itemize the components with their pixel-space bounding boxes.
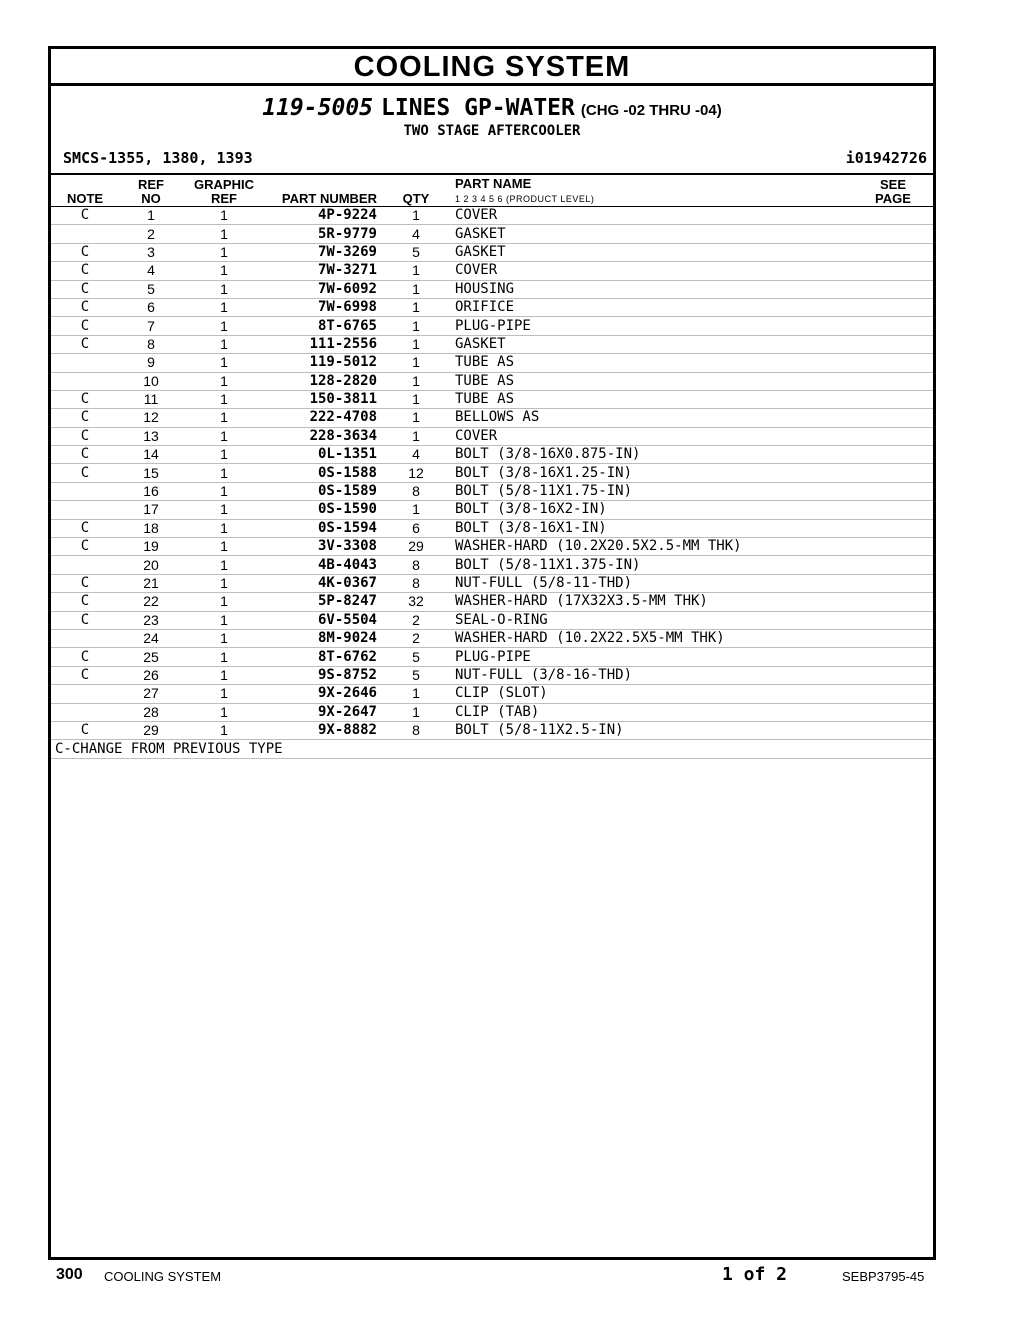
table-row [51, 446, 933, 464]
qty-cell: 2 [381, 629, 451, 647]
table-row [51, 685, 933, 703]
part-number-cell: 3V-3308 [265, 538, 381, 556]
qty-cell: 8 [381, 574, 451, 592]
part-name-cell: BELLOWS AS [451, 409, 853, 427]
part-number-cell: 9X-8882 [265, 721, 381, 739]
table-row [51, 519, 933, 537]
ref-cell: 21 [119, 574, 183, 592]
see-page-cell [853, 298, 933, 316]
col-part-name-header: PART NAME 1 2 3 4 5 6 (PRODUCT LEVEL) [451, 175, 853, 207]
qty-cell: 1 [381, 501, 451, 519]
table-row [51, 482, 933, 500]
part-number-cell: 0S-1589 [265, 482, 381, 500]
illustration-id: i01942726 [845, 149, 927, 167]
graphic-ref-cell: 1 [183, 207, 265, 225]
part-name-cell: TUBE AS [451, 354, 853, 372]
qty-cell: 1 [381, 354, 451, 372]
part-name-cell: GASKET [451, 225, 853, 243]
note-cell [51, 482, 119, 500]
table-row [51, 611, 933, 629]
graphic-ref-cell: 1 [183, 574, 265, 592]
ref-cell: 4 [119, 262, 183, 280]
note-cell: C [51, 574, 119, 592]
graphic-ref-cell: 1 [183, 243, 265, 261]
see-page-cell [853, 409, 933, 427]
part-number-cell: 0L-1351 [265, 446, 381, 464]
part-name-cell: BOLT (5/8-11X2.5-IN) [451, 721, 853, 739]
part-name-cell: BOLT (3/8-16X1-IN) [451, 519, 853, 537]
table-row [51, 538, 933, 556]
part-name-cell: SEAL-O-RING [451, 611, 853, 629]
graphic-ref-cell: 1 [183, 629, 265, 647]
see-page-cell [853, 685, 933, 703]
ref-cell: 13 [119, 427, 183, 445]
ref-cell: 29 [119, 721, 183, 739]
ref-cell: 11 [119, 390, 183, 408]
graphic-ref-cell: 1 [183, 611, 265, 629]
graphic-ref-cell: 1 [183, 556, 265, 574]
table-row [51, 703, 933, 721]
part-number-cell: 4P-9224 [265, 207, 381, 225]
table-row [51, 207, 933, 225]
note-cell [51, 354, 119, 372]
table-row [51, 317, 933, 335]
see-page-cell [853, 464, 933, 482]
qty-cell: 1 [381, 409, 451, 427]
see-page-cell [853, 574, 933, 592]
ref-cell: 5 [119, 280, 183, 298]
part-number-cell: 222-4708 [265, 409, 381, 427]
group-subtitle: TWO STAGE AFTERCOOLER [403, 123, 581, 139]
col-qty-header: QTY [381, 175, 451, 207]
part-number-cell: 9X-2647 [265, 703, 381, 721]
part-name-cell: BOLT (3/8-16X0.875-IN) [451, 446, 853, 464]
ref-cell: 10 [119, 372, 183, 390]
footnote: C-CHANGE FROM PREVIOUS TYPE [51, 740, 933, 758]
note-cell: C [51, 262, 119, 280]
see-page-cell [853, 243, 933, 261]
part-name-cell: ORIFICE [451, 298, 853, 316]
part-name-cell: COVER [451, 427, 853, 445]
group-number: 119-5005 [262, 95, 374, 121]
part-name-cell: CLIP (TAB) [451, 703, 853, 721]
part-number-cell: 7W-3269 [265, 243, 381, 261]
ref-cell: 12 [119, 409, 183, 427]
table-row [51, 335, 933, 353]
part-number-cell: 4B-4043 [265, 556, 381, 574]
qty-cell: 1 [381, 703, 451, 721]
note-cell: C [51, 298, 119, 316]
group-name: LINES GP-WATER [381, 95, 575, 121]
part-number-cell: 5P-8247 [265, 593, 381, 611]
ref-cell: 25 [119, 648, 183, 666]
table-row [51, 354, 933, 372]
table-row [51, 648, 933, 666]
see-page-cell [853, 629, 933, 647]
graphic-ref-cell: 1 [183, 593, 265, 611]
table-row [51, 556, 933, 574]
graphic-ref-cell: 1 [183, 298, 265, 316]
part-name-cell: WASHER-HARD (17X32X3.5-MM THK) [451, 593, 853, 611]
see-page-cell [853, 703, 933, 721]
note-cell: C [51, 390, 119, 408]
qty-cell: 1 [381, 280, 451, 298]
table-row [51, 593, 933, 611]
qty-cell: 8 [381, 482, 451, 500]
parts-table [51, 175, 933, 759]
part-name-cell: TUBE AS [451, 390, 853, 408]
ref-cell: 20 [119, 556, 183, 574]
note-cell: C [51, 280, 119, 298]
part-number-cell: 8T-6765 [265, 317, 381, 335]
part-number-cell: 9X-2646 [265, 685, 381, 703]
see-page-cell [853, 335, 933, 353]
see-page-cell [853, 390, 933, 408]
see-page-cell [853, 721, 933, 739]
part-name-cell: PLUG-PIPE [451, 317, 853, 335]
qty-cell: 1 [381, 685, 451, 703]
note-cell [51, 685, 119, 703]
see-page-cell [853, 427, 933, 445]
ref-cell: 8 [119, 335, 183, 353]
parts-body [51, 207, 933, 740]
graphic-ref-cell: 1 [183, 390, 265, 408]
table-row [51, 721, 933, 739]
table-row [51, 666, 933, 684]
graphic-ref-cell: 1 [183, 427, 265, 445]
part-number-cell: 9S-8752 [265, 666, 381, 684]
part-name-cell: GASKET [451, 243, 853, 261]
part-number-cell: 4K-0367 [265, 574, 381, 592]
part-number-cell: 228-3634 [265, 427, 381, 445]
table-row [51, 372, 933, 390]
product-levels: 1 2 3 4 5 6 (PRODUCT LEVEL) [455, 194, 595, 204]
table-row [51, 243, 933, 261]
ref-cell: 3 [119, 243, 183, 261]
table-row [51, 409, 933, 427]
graphic-ref-cell: 1 [183, 703, 265, 721]
table-row [51, 280, 933, 298]
graphic-ref-cell: 1 [183, 666, 265, 684]
see-page-cell [853, 648, 933, 666]
qty-cell: 1 [381, 207, 451, 225]
see-page-cell [853, 538, 933, 556]
note-cell: C [51, 243, 119, 261]
graphic-ref-cell: 1 [183, 519, 265, 537]
graphic-ref-cell: 1 [183, 409, 265, 427]
ref-cell: 16 [119, 482, 183, 500]
note-cell [51, 556, 119, 574]
ref-cell: 15 [119, 464, 183, 482]
page-number: 300 [56, 1266, 83, 1283]
part-name-cell: COVER [451, 207, 853, 225]
smcs-row [51, 149, 933, 169]
table-row [51, 629, 933, 647]
note-cell: C [51, 464, 119, 482]
note-cell: C [51, 538, 119, 556]
part-number-cell: 7W-3271 [265, 262, 381, 280]
qty-cell: 1 [381, 335, 451, 353]
see-page-cell [853, 207, 933, 225]
page-frame [48, 46, 936, 1260]
page-footer [0, 1262, 1020, 1286]
part-name-cell: TUBE AS [451, 372, 853, 390]
graphic-ref-cell: 1 [183, 262, 265, 280]
note-cell: C [51, 611, 119, 629]
publication-number: SEBP3795-45 [842, 1269, 925, 1284]
col-note-header: NOTE [51, 175, 119, 207]
part-name-cell: PLUG-PIPE [451, 648, 853, 666]
footnote-row [51, 740, 933, 758]
ref-cell: 22 [119, 593, 183, 611]
ref-cell: 19 [119, 538, 183, 556]
section-title: COOLING SYSTEM [51, 49, 933, 86]
part-number-cell: 111-2556 [265, 335, 381, 353]
part-number-cell: 150-3811 [265, 390, 381, 408]
note-cell [51, 372, 119, 390]
note-cell [51, 703, 119, 721]
part-number-cell: 128-2820 [265, 372, 381, 390]
graphic-ref-cell: 1 [183, 482, 265, 500]
table-row [51, 225, 933, 243]
ref-cell: 18 [119, 519, 183, 537]
part-name-cell: GASKET [451, 335, 853, 353]
note-cell: C [51, 207, 119, 225]
note-cell: C [51, 666, 119, 684]
see-page-cell [853, 372, 933, 390]
part-number-cell: 0S-1590 [265, 501, 381, 519]
ref-cell: 14 [119, 446, 183, 464]
part-number-cell: 0S-1588 [265, 464, 381, 482]
part-name-cell: WASHER-HARD (10.2X22.5X5-MM THK) [451, 629, 853, 647]
see-page-cell [853, 482, 933, 500]
graphic-ref-cell: 1 [183, 372, 265, 390]
see-page-cell [853, 556, 933, 574]
see-page-cell [853, 317, 933, 335]
see-page-cell [853, 593, 933, 611]
graphic-ref-cell: 1 [183, 354, 265, 372]
see-page-cell [853, 280, 933, 298]
note-cell: C [51, 721, 119, 739]
part-name-cell: WASHER-HARD (10.2X20.5X2.5-MM THK) [451, 538, 853, 556]
table-header-row [51, 175, 933, 207]
table-row [51, 574, 933, 592]
note-cell: C [51, 335, 119, 353]
part-number-cell: 8T-6762 [265, 648, 381, 666]
qty-cell: 1 [381, 390, 451, 408]
col-graphic-header: GRAPHIC REF [183, 175, 265, 207]
part-name-cell: BOLT (5/8-11X1.375-IN) [451, 556, 853, 574]
see-page-cell [853, 519, 933, 537]
note-cell [51, 629, 119, 647]
ref-cell: 27 [119, 685, 183, 703]
table-row [51, 262, 933, 280]
part-name-cell: NUT-FULL (5/8-11-THD) [451, 574, 853, 592]
table-row [51, 501, 933, 519]
note-cell [51, 501, 119, 519]
table-row [51, 427, 933, 445]
see-page-cell [853, 666, 933, 684]
part-name-cell: NUT-FULL (3/8-16-THD) [451, 666, 853, 684]
qty-cell: 5 [381, 243, 451, 261]
page-of: 1 of 2 [722, 1264, 788, 1285]
table-row [51, 390, 933, 408]
part-name-cell: BOLT (5/8-11X1.75-IN) [451, 482, 853, 500]
qty-cell: 5 [381, 648, 451, 666]
qty-cell: 4 [381, 225, 451, 243]
note-cell: C [51, 648, 119, 666]
ref-cell: 9 [119, 354, 183, 372]
part-name-cell: COVER [451, 262, 853, 280]
graphic-ref-cell: 1 [183, 721, 265, 739]
qty-cell: 32 [381, 593, 451, 611]
graphic-ref-cell: 1 [183, 538, 265, 556]
graphic-ref-cell: 1 [183, 446, 265, 464]
qty-cell: 2 [381, 611, 451, 629]
graphic-ref-cell: 1 [183, 648, 265, 666]
see-page-cell [853, 501, 933, 519]
change-range: (CHG -02 THRU -04) [580, 102, 722, 119]
note-cell [51, 225, 119, 243]
ref-cell: 1 [119, 207, 183, 225]
part-number-cell: 0S-1594 [265, 519, 381, 537]
ref-cell: 23 [119, 611, 183, 629]
ref-cell: 6 [119, 298, 183, 316]
part-number-cell: 119-5012 [265, 354, 381, 372]
note-cell: C [51, 446, 119, 464]
ref-cell: 2 [119, 225, 183, 243]
graphic-ref-cell: 1 [183, 501, 265, 519]
qty-cell: 8 [381, 556, 451, 574]
see-page-cell [853, 611, 933, 629]
col-part-number-header: PART NUMBER [265, 175, 381, 207]
part-number-cell: 7W-6092 [265, 280, 381, 298]
note-cell: C [51, 409, 119, 427]
qty-cell: 1 [381, 262, 451, 280]
qty-cell: 4 [381, 446, 451, 464]
part-number-cell: 6V-5504 [265, 611, 381, 629]
graphic-ref-cell: 1 [183, 685, 265, 703]
smcs-codes: SMCS-1355, 1380, 1393 [63, 149, 253, 167]
part-name-cell: CLIP (SLOT) [451, 685, 853, 703]
note-cell: C [51, 593, 119, 611]
see-page-cell [853, 446, 933, 464]
part-name-cell: BOLT (3/8-16X2-IN) [451, 501, 853, 519]
graphic-ref-cell: 1 [183, 225, 265, 243]
table-row [51, 298, 933, 316]
part-number-cell: 5R-9779 [265, 225, 381, 243]
qty-cell: 8 [381, 721, 451, 739]
part-name-cell: HOUSING [451, 280, 853, 298]
note-cell: C [51, 317, 119, 335]
col-see-page-header: SEE PAGE [853, 175, 933, 207]
qty-cell: 5 [381, 666, 451, 684]
note-cell: C [51, 427, 119, 445]
col-ref-header: REF NO [119, 175, 183, 207]
qty-cell: 12 [381, 464, 451, 482]
qty-cell: 1 [381, 298, 451, 316]
part-number-cell: 8M-9024 [265, 629, 381, 647]
qty-cell: 1 [381, 317, 451, 335]
see-page-cell [853, 354, 933, 372]
ref-cell: 26 [119, 666, 183, 684]
graphic-ref-cell: 1 [183, 280, 265, 298]
footer-section: COOLING SYSTEM [104, 1269, 222, 1284]
ref-cell: 7 [119, 317, 183, 335]
part-name-cell: BOLT (3/8-16X1.25-IN) [451, 464, 853, 482]
ref-cell: 17 [119, 501, 183, 519]
graphic-ref-cell: 1 [183, 317, 265, 335]
note-cell: C [51, 519, 119, 537]
table-row [51, 464, 933, 482]
ref-cell: 24 [119, 629, 183, 647]
see-page-cell [853, 225, 933, 243]
part-number-cell: 7W-6998 [265, 298, 381, 316]
see-page-cell [853, 262, 933, 280]
qty-cell: 29 [381, 538, 451, 556]
graphic-ref-cell: 1 [183, 335, 265, 353]
graphic-ref-cell: 1 [183, 464, 265, 482]
qty-cell: 1 [381, 427, 451, 445]
qty-cell: 1 [381, 372, 451, 390]
group-heading [51, 94, 933, 122]
qty-cell: 6 [381, 519, 451, 537]
ref-cell: 28 [119, 703, 183, 721]
